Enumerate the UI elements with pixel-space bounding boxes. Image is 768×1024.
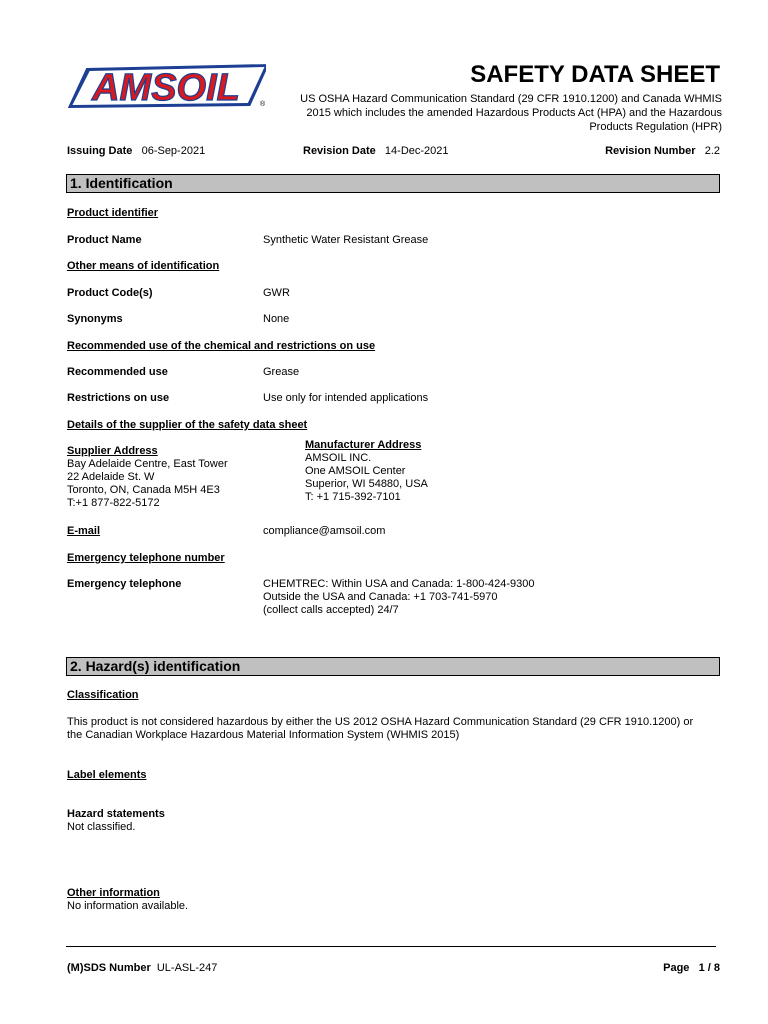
other-information: Other information No information available. <box>67 887 189 912</box>
other-means-heading: Other means of identification <box>67 260 220 272</box>
product-name-value: Synthetic Water Resistant Grease <box>263 234 429 246</box>
emergency-label: Emergency telephone <box>67 578 182 590</box>
section-1-header: 1. Identification <box>66 174 720 193</box>
product-code-label: Product Code(s) <box>67 287 153 299</box>
email-label: E-mail <box>67 525 101 537</box>
sds-number: (M)SDS Number UL-ASL-247 <box>67 962 218 974</box>
email-value: compliance@amsoil.com <box>263 525 386 537</box>
issuing-date: Issuing Date 06-Sep-2021 <box>67 145 206 157</box>
product-name-label: Product Name <box>67 234 142 246</box>
synonyms-label: Synonyms <box>67 313 123 325</box>
synonyms-value: None <box>263 313 290 325</box>
product-code-value: GWR <box>263 287 290 299</box>
emergency-value: CHEMTREC: Within USA and Canada: 1-800-424-9300 Outside the USA and Canada: +1 703-741-5970 (collect calls accepted) 24/7 <box>263 578 535 616</box>
page-title: SAFETY DATA SHEET <box>470 61 720 88</box>
restrictions-value: Use only for intended applications <box>263 392 429 404</box>
supplier-details-heading: Details of the supplier of the safety data sheet <box>67 419 308 431</box>
footer-divider <box>66 946 716 947</box>
revision-date: Revision Date 14-Dec-2021 <box>303 145 449 157</box>
page-subtitle: US OSHA Hazard Communication Standard (29 CFR 1910.1200) and Canada WHMIS 2015 which includes the amended Hazardous Products Act (HPA) and the Hazardous Products Regulation (HPR) <box>300 93 722 133</box>
amsoil-logo <box>66 60 266 112</box>
manufacturer-address: Manufacturer Address AMSOIL INC. One AMSOIL Center Superior, WI 54880, USA T: +1 715-392-7101 <box>305 439 428 503</box>
product-identifier-heading: Product identifier <box>67 207 159 219</box>
recommended-use-heading: Recommended use of the chemical and restrictions on use <box>67 340 376 352</box>
section-2-header: 2. Hazard(s) identification <box>66 657 720 676</box>
label-elements-heading: Label elements <box>67 769 147 781</box>
svg-text:®: ® <box>260 101 266 108</box>
restrictions-label: Restrictions on use <box>67 392 170 404</box>
revision-number: Revision Number 2.2 <box>605 145 720 157</box>
page-number: Page 1 / 8 <box>663 962 720 974</box>
emergency-heading: Emergency telephone number <box>67 552 225 564</box>
recommended-use-value: Grease <box>263 366 300 378</box>
supplier-address: Supplier Address Bay Adelaide Centre, East Tower 22 Adelaide St. W Toronto, ON, Canada M5H 4E3 T:+1 877-822-5172 <box>67 445 228 509</box>
hazard-statements: Hazard statements Not classified. <box>67 808 165 833</box>
classification-heading: Classification <box>67 689 139 701</box>
recommended-use-label: Recommended use <box>67 366 168 378</box>
classification-text: This product is not considered hazardous by either the US 2012 OSHA Hazard Communication Standard (29 CFR 1910.1200) or the Canadian Workplace Hazardous Material Information System (WHMIS 2015) <box>67 716 694 741</box>
logo-text: AMSOIL <box>92 67 240 109</box>
